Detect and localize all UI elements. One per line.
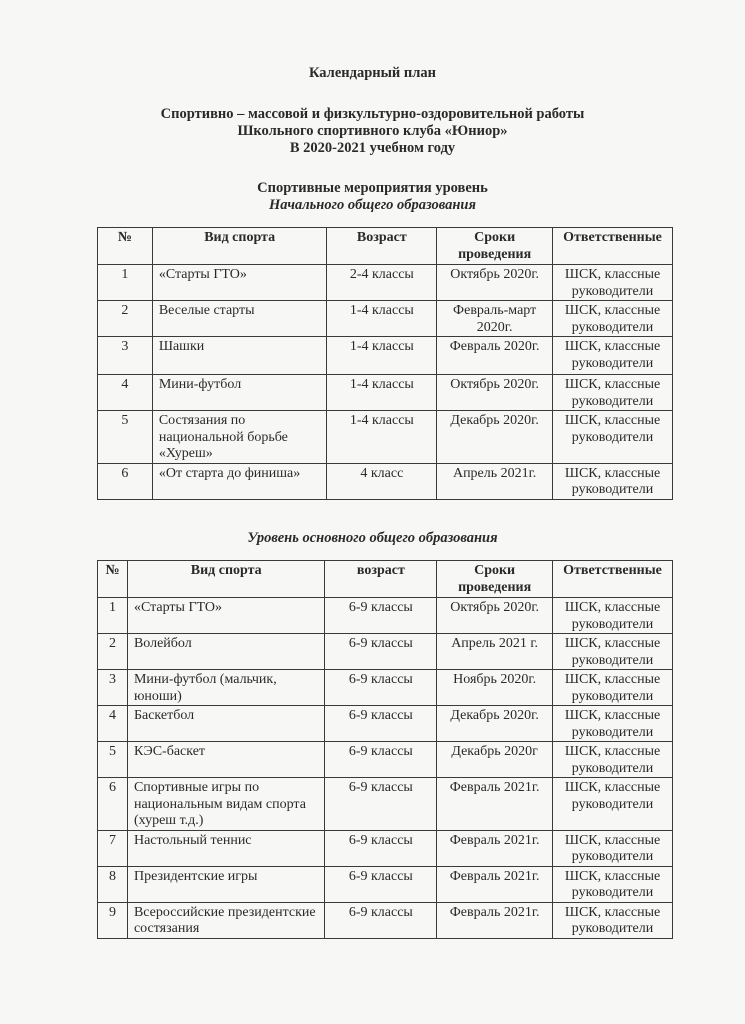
table-row [98, 866, 673, 902]
age-group: 1-4 классы [327, 411, 437, 464]
responsible: ШСК, классные руководители [553, 337, 673, 375]
table-row [98, 634, 673, 670]
row-number: 5 [98, 742, 128, 778]
section2-heading: Уровень основного общего образования [247, 530, 498, 546]
age-group: 4 класс [327, 463, 437, 499]
age-group: 6-9 классы [325, 634, 437, 670]
subtitle-line-2: Школьного спортивного клуба «Юниор» [237, 123, 508, 139]
col-header-dates: Сроки проведения [437, 228, 553, 265]
responsible: ШСК, классные руководители [553, 634, 673, 670]
row-number: 6 [98, 778, 128, 831]
row-number: 1 [98, 265, 153, 301]
row-number: 2 [98, 301, 153, 337]
subtitle-line-3: В 2020-2021 учебном году [289, 140, 456, 156]
table-row [98, 598, 673, 634]
document-title: Календарный план [308, 65, 437, 81]
row-number: 8 [98, 866, 128, 902]
sport-name: Всероссийские президентские состязания [127, 902, 325, 938]
age-group: 6-9 классы [325, 778, 437, 831]
table-row [98, 706, 673, 742]
section1-heading: Спортивные мероприятия уровень [257, 180, 488, 196]
age-group: 1-4 классы [327, 337, 437, 375]
age-group: 6-9 классы [325, 706, 437, 742]
primary-level-table [97, 227, 673, 500]
sport-name: КЭС-баскет [127, 742, 325, 778]
responsible: ШСК, классные руководители [553, 742, 673, 778]
sport-name: Шашки [152, 337, 327, 375]
age-group: 6-9 классы [325, 670, 437, 706]
responsible: ШСК, классные руководители [553, 301, 673, 337]
table-row [98, 375, 673, 411]
event-dates: Декабрь 2020г. [437, 706, 553, 742]
responsible: ШСК, классные руководители [553, 706, 673, 742]
sport-name: Мини-футбол (мальчик, юноши) [127, 670, 325, 706]
responsible: ШСК, классные руководители [553, 375, 673, 411]
age-group: 1-4 классы [327, 375, 437, 411]
age-group: 6-9 классы [325, 902, 437, 938]
col-header-sport: Вид спорта [152, 228, 327, 265]
sport-name: «Старты ГТО» [127, 598, 325, 634]
event-dates: Февраль 2021г. [437, 866, 553, 902]
table-row [98, 670, 673, 706]
age-group: 6-9 классы [325, 742, 437, 778]
col-header-responsible: Ответственные [553, 228, 673, 265]
sport-name: Президентские игры [127, 866, 325, 902]
event-dates: Ноябрь 2020г. [437, 670, 553, 706]
row-number: 5 [98, 411, 153, 464]
age-group: 6-9 классы [325, 866, 437, 902]
responsible: ШСК, классные руководители [553, 411, 673, 464]
table-row [98, 411, 673, 464]
age-group: 2-4 классы [327, 265, 437, 301]
section1-subheading: Начального общего образования [269, 197, 476, 213]
table-row [98, 742, 673, 778]
responsible: ШСК, классные руководители [553, 830, 673, 866]
table-row [98, 778, 673, 831]
row-number: 2 [98, 634, 128, 670]
row-number: 3 [98, 670, 128, 706]
table-row [98, 337, 673, 375]
col-header-dates: Сроки проведения [437, 561, 553, 598]
sport-name: «Старты ГТО» [152, 265, 327, 301]
col-header-responsible: Ответственные [553, 561, 673, 598]
event-dates: Октябрь 2020г. [437, 375, 553, 411]
event-dates: Февраль 2021г. [437, 902, 553, 938]
col-header-num: № [98, 228, 153, 265]
sport-name: Состязания по национальной борьбе «Хуреш» [152, 411, 327, 464]
event-dates: Февраль 2021г. [437, 778, 553, 831]
table-row [98, 301, 673, 337]
age-group: 6-9 классы [325, 830, 437, 866]
age-group: 6-9 классы [325, 598, 437, 634]
row-number: 9 [98, 902, 128, 938]
subtitle-line-1: Спортивно – массовой и физкультурно-оздоровительной работы [160, 106, 585, 122]
sport-name: Настольный теннис [127, 830, 325, 866]
table-row [98, 830, 673, 866]
row-number: 4 [98, 706, 128, 742]
responsible: ШСК, классные руководители [553, 463, 673, 499]
responsible: ШСК, классные руководители [553, 598, 673, 634]
row-number: 6 [98, 463, 153, 499]
responsible: ШСК, классные руководители [553, 670, 673, 706]
row-number: 3 [98, 337, 153, 375]
event-dates: Февраль 2021г. [437, 830, 553, 866]
col-header-num: № [98, 561, 128, 598]
event-dates: Апрель 2021г. [437, 463, 553, 499]
table-header-row [98, 228, 673, 265]
responsible: ШСК, классные руководители [553, 265, 673, 301]
sport-name: «От старта до финиша» [152, 463, 327, 499]
sport-name: Мини-футбол [152, 375, 327, 411]
responsible: ШСК, классные руководители [553, 902, 673, 938]
event-dates: Декабрь 2020г [437, 742, 553, 778]
event-dates: Апрель 2021 г. [437, 634, 553, 670]
table-row [98, 463, 673, 499]
table-header-row [98, 561, 673, 598]
sport-name: Баскетбол [127, 706, 325, 742]
sport-name: Спортивные игры по национальным видам спорта (хуреш т.д.) [127, 778, 325, 831]
responsible: ШСК, классные руководители [553, 778, 673, 831]
sport-name: Веселые старты [152, 301, 327, 337]
col-header-age: возраст [325, 561, 437, 598]
row-number: 4 [98, 375, 153, 411]
event-dates: Декабрь 2020г. [437, 411, 553, 464]
event-dates: Февраль 2020г. [437, 337, 553, 375]
responsible: ШСК, классные руководители [553, 866, 673, 902]
event-dates: Октябрь 2020г. [437, 598, 553, 634]
table-row [98, 902, 673, 938]
sport-name: Волейбол [127, 634, 325, 670]
event-dates: Октябрь 2020г. [437, 265, 553, 301]
event-dates: Февраль-март 2020г. [437, 301, 553, 337]
col-header-sport: Вид спорта [127, 561, 325, 598]
age-group: 1-4 классы [327, 301, 437, 337]
basic-level-table [97, 560, 673, 939]
col-header-age: Возраст [327, 228, 437, 265]
row-number: 1 [98, 598, 128, 634]
table-row [98, 265, 673, 301]
row-number: 7 [98, 830, 128, 866]
